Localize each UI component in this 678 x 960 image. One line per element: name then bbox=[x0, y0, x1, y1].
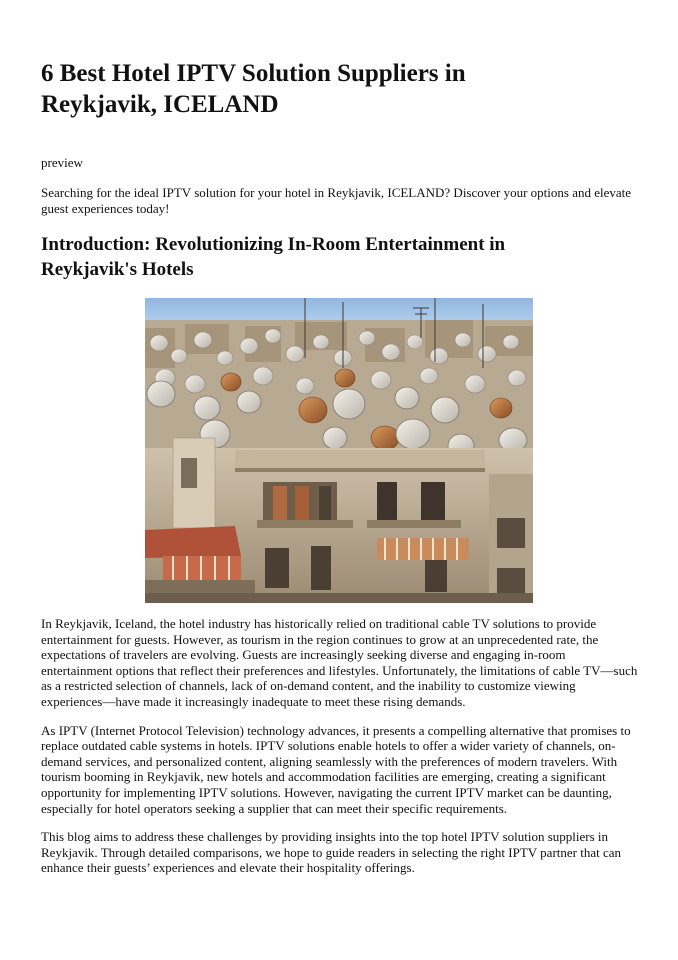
section-heading: Introduction: Revolutionizing In-Room Entertainment in Reykjavik's Hotels bbox=[41, 234, 506, 280]
rooftop-satellite-dishes-image bbox=[145, 298, 533, 603]
intro-text: Searching for the ideal IPTV solution for your hotel in Reykjavik, ICELAND? Discover your options and elevate guest experiences today! bbox=[41, 185, 632, 216]
paragraph-3: This blog aims to address these challenges by providing insights into the top hotel IPTV solution suppliers in Reykjavik. Through detailed comparisons, we hope to guide readers in selecting the right IPTV partner that can enhance their guests’ experiences and elevate their hospitality offerings. bbox=[41, 829, 622, 876]
article-title: 6 Best Hotel IPTV Solution Suppliers in Reykjavik, ICELAND bbox=[41, 60, 466, 118]
paragraph-2: As IPTV (Internet Protocol Television) technology advances, it presents a compelling alternative that promises to replace outdated cable systems in hotels. IPTV solutions enable hotels to offer a wider variety of channels, on-demand services, and personalized content, aligning seamlessly with the preferences of modern travelers. With tourism booming in Reykjavik, new hotels and accommodation facilities are emerging, creating a significant opportunity for implementing IPTV solutions. However, navigating the current IPTV market can be daunting, especially for hotel operators seeking a supplier that can meet their specific requirements. bbox=[41, 722, 631, 816]
article bbox=[41, 58, 639, 876]
paragraph-1: In Reykjavik, Iceland, the hotel industry has historically relied on traditional cable TV solutions to provide entertainment for guests. However, as tourism in the region continues to grow at an unprecedented rate, the expectations of travelers are evolving. Guests are increasingly seeking diverse and engaging in-room entertainment options that reflect their preferences and lifestyles. Unfortunately, the limitations of cable TV—such as a restricted selection of channels, lack of on-demand content, and the inability to customize viewing experiences—have made it increasingly inadequate to meet these rising demands. bbox=[41, 616, 638, 709]
preview-label: preview bbox=[41, 155, 83, 170]
